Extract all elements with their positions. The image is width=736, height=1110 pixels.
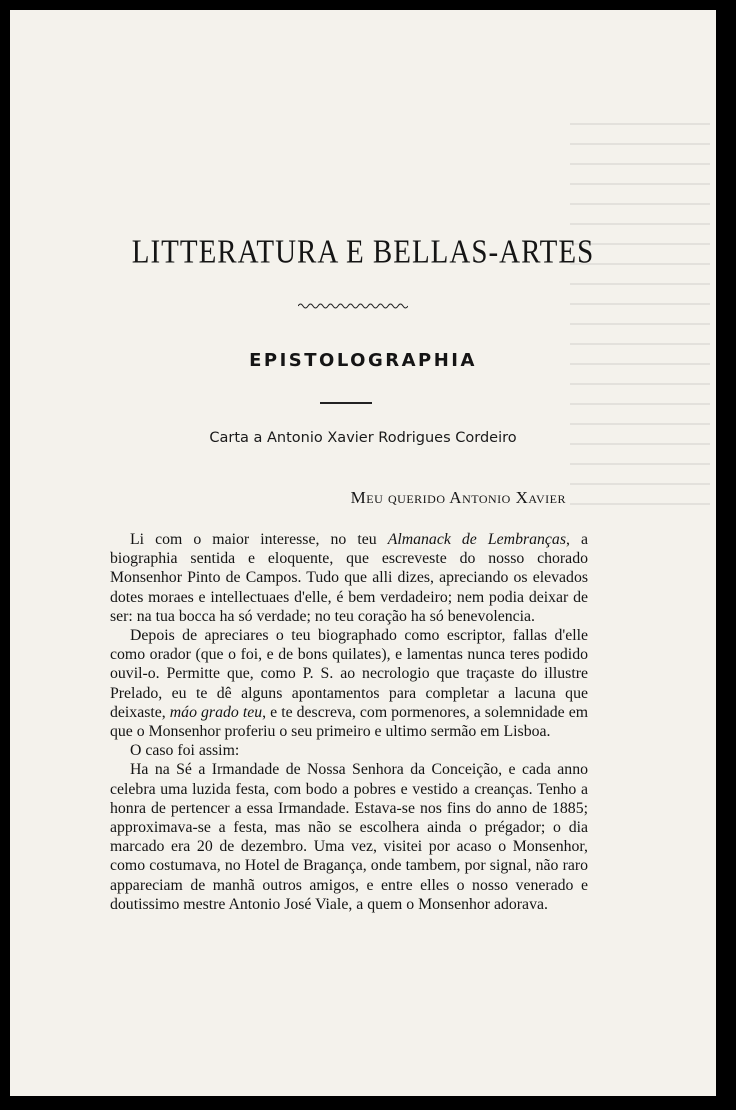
paragraph-text: Li com o maior interesse, no teu xyxy=(130,531,388,548)
letter-subtitle: Carta a Antonio Xavier Rodrigues Cordeiro xyxy=(209,430,517,446)
paragraph-text: Ha na Sé a Irmandade de Nossa Senhora da Conceição, e cada anno celebra uma luzida festa, com bodo a pobres e vestido a creanças. Tenho a honra de pertencer a essa Irmandade. Estava-se nos fins do anno de 1885; approximava-se a festa, mas não se escolhera ainda o prégador; o dia marcado era 20 de dezembro. Uma vez, visitei por acaso o Monsenhor, como costumava, no Hotel de Bragança, onde tambem, por signal, não raro appareciam de manhã outros amigos, e entre elles o nosso venerado e doutissimo mestre Antonio José Viale, a quem o Monsenhor adorava. xyxy=(110,761,588,913)
salutation: Meu querido Antonio Xavier xyxy=(350,488,566,507)
wavy-ornament xyxy=(298,302,408,310)
paragraph-text: Depois de apreciares o teu biographado como escriptor, fallas d'elle como orador (que o foi, e de bons quilates), e lamentas nunca teres podido ouvil-o. Permitte que, como P. S. ao necrologio que traçaste do illustre Prelado, eu te dê alguns apontamentos para completar a lacuna que deixaste, xyxy=(110,627,588,721)
document-page xyxy=(10,10,716,1096)
section-rule xyxy=(320,402,372,404)
letter-body xyxy=(110,530,588,914)
paragraph-text: O caso foi assim: xyxy=(130,742,240,760)
paragraph xyxy=(110,626,588,741)
paragraph-text: , a biographia sentida e eloquente, que escreveste do nosso chorado Monsenhor Pinto de Campos. Tudo que alli dizes, apreciando os elevados dotes moraes e intellectuaes d'elle, é bem verdadeiro; nem podia deixar de ser: na tua bocca ha só verdade; no teu coração ha só benevolencia. xyxy=(110,531,589,625)
paragraph xyxy=(110,760,588,914)
paragraph-italic: máo grado teu xyxy=(169,703,263,721)
article-title: LITTERATURA E BELLAS-ARTES xyxy=(131,233,595,271)
paragraph-text: , e te descreva, com pormenores, a solemnidade em que o Monsenhor proferiu o seu primeiro e ultimo sermão em Lisboa. xyxy=(110,703,588,741)
paragraph-italic: Almanack de Lembranças xyxy=(387,531,566,548)
section-heading: EPISTOLOGRAPHIA xyxy=(249,350,477,371)
paragraph xyxy=(110,741,588,760)
paragraph xyxy=(110,530,588,626)
